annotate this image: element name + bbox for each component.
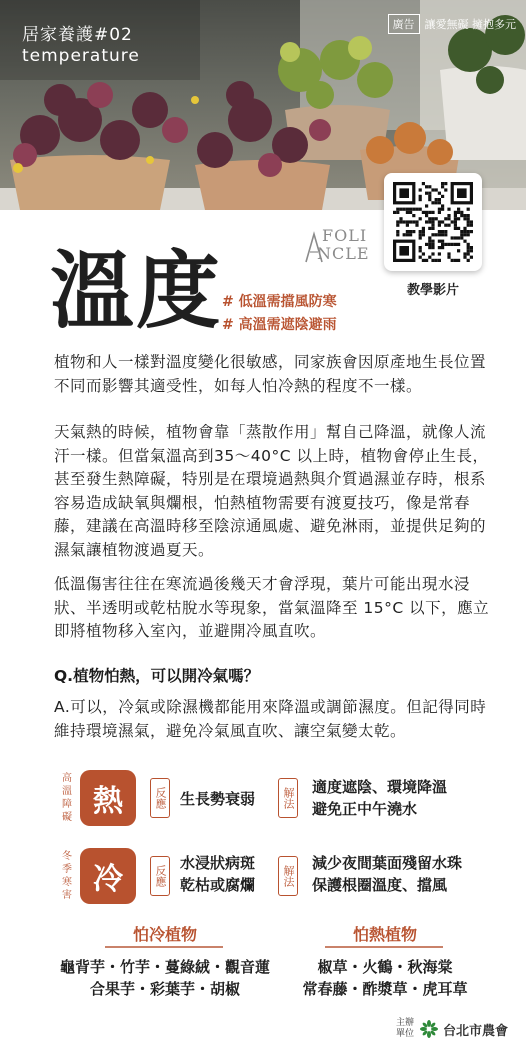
cold-reaction-line1: 水浸狀病斑: [180, 854, 256, 872]
body-paragraph-3: 低溫傷害往往在寒流過後幾天才會浮現，葉片可能出現水浸狀、半透明或乾枯脫水等現象，當氣溫降至 15°C 以下，應立即將植物移入室內，並避開冷風直吹。: [54, 575, 490, 640]
hot-reaction: 生長勢衰弱: [180, 790, 256, 808]
series-number: 居家養護#02: [22, 25, 133, 45]
logo-line1: FOLI: [322, 226, 368, 245]
logo-line2: NCLE: [317, 244, 370, 263]
cold-plants-list: [40, 956, 290, 1000]
body-paragraph-1: 植物和人一樣對溫度變化很敏感，同家族會因原產地生長位置不同而影響其適受性，如每人怕冷熱的程度不一樣。: [54, 353, 487, 395]
cold-solution-label: [278, 856, 298, 896]
cold-plants-line2: 合果芋・彩葉芋・胡椒: [89, 980, 240, 998]
cold-reaction-label: [150, 856, 170, 896]
qr-caption: 教學影片: [406, 283, 459, 298]
sponsor-name: 台北市農會: [442, 1023, 508, 1039]
hot-solution-label-text: 解法: [282, 787, 295, 809]
hot-plants-divider: [325, 946, 443, 948]
cold-plants-divider: [105, 946, 223, 948]
title-tag-hot: # 高溫需遮陰避雨: [222, 317, 337, 333]
hot-plants-title: 怕熱植物: [352, 925, 417, 944]
qa-answer: A.可以，冷氣或除濕機都能用來降溫或調節濕度。但記得同時維持環境濕氣，避免冷氣風直吹、讓空氣變太乾。: [54, 698, 487, 740]
hot-reaction-label-text: 反應: [154, 787, 167, 809]
cold-plants-line1: 龜背芋・竹芋・蔓綠絨・觀音蓮: [59, 958, 270, 976]
taipei-farmers-association-icon: [420, 1020, 438, 1038]
page-title: 溫度: [50, 242, 223, 340]
cold-solution-line1: 減少夜間葉面殘留水珠: [312, 854, 463, 872]
series-english: temperature: [22, 46, 140, 66]
hot-plants-line1: 椒草・火鶴・秋海棠: [317, 958, 453, 976]
hot-plants-list: [280, 956, 490, 1000]
foliangle-logo: [300, 226, 380, 266]
cold-solution-label-text: 解法: [282, 865, 295, 887]
hot-solution-label: [278, 778, 298, 818]
hot-reaction-label: [150, 778, 170, 818]
qr-code-icon[interactable]: [393, 182, 473, 262]
hot-damage-row: [60, 768, 500, 830]
hot-solution-line2: 避免正中午澆水: [312, 800, 418, 818]
cold-damage-row: [60, 846, 500, 908]
cold-badge: 冷: [80, 848, 136, 904]
cold-side-label: 冬季寒害: [62, 851, 72, 901]
qa-question: Q.植物怕熱，可以開冷氣嗎？: [54, 667, 260, 685]
cold-plants-title: 怕冷植物: [132, 925, 197, 944]
sponsor: [395, 1018, 508, 1040]
qr-code-card[interactable]: [384, 173, 482, 271]
cold-solution-line2: 保護根圈溫度、擋風: [312, 876, 448, 894]
sponsor-label: 主辦單位: [395, 1018, 414, 1039]
ad-notice: [388, 14, 517, 34]
hot-plants-line2: 常春藤・酢漿草・虎耳草: [302, 980, 468, 998]
hot-side-label: 高溫障礙: [62, 773, 72, 823]
title-tag-cold: # 低溫需擋風防寒: [222, 294, 337, 310]
body-paragraph-2: 天氣熱的時候，植物會靠「蒸散作用」幫自己降溫，就像人流汗一樣。但當氣溫高到35～40°C 以上時，植物會停止生長，甚至發生熱障礙，特別是在環境過熱與介質過濕並存時，根系容易造成缺氧與爛根，怕熱植物需要有渡夏技巧，像是常春藤，建議在高溫時移至陰涼通風處、避免淋雨，並提供足夠的濕氣讓植物渡過夏天。: [54, 423, 489, 559]
cold-reaction-line2: 乾枯或腐爛: [180, 876, 256, 894]
hot-solution-line1: 適度遮陰、環境降溫: [312, 778, 448, 796]
ad-tag: 廣告: [388, 14, 420, 34]
ad-slogan: 讓愛無礙 擁抱多元: [424, 18, 516, 31]
cold-reaction-label-text: 反應: [154, 865, 167, 887]
hot-badge: 熱: [80, 770, 136, 826]
